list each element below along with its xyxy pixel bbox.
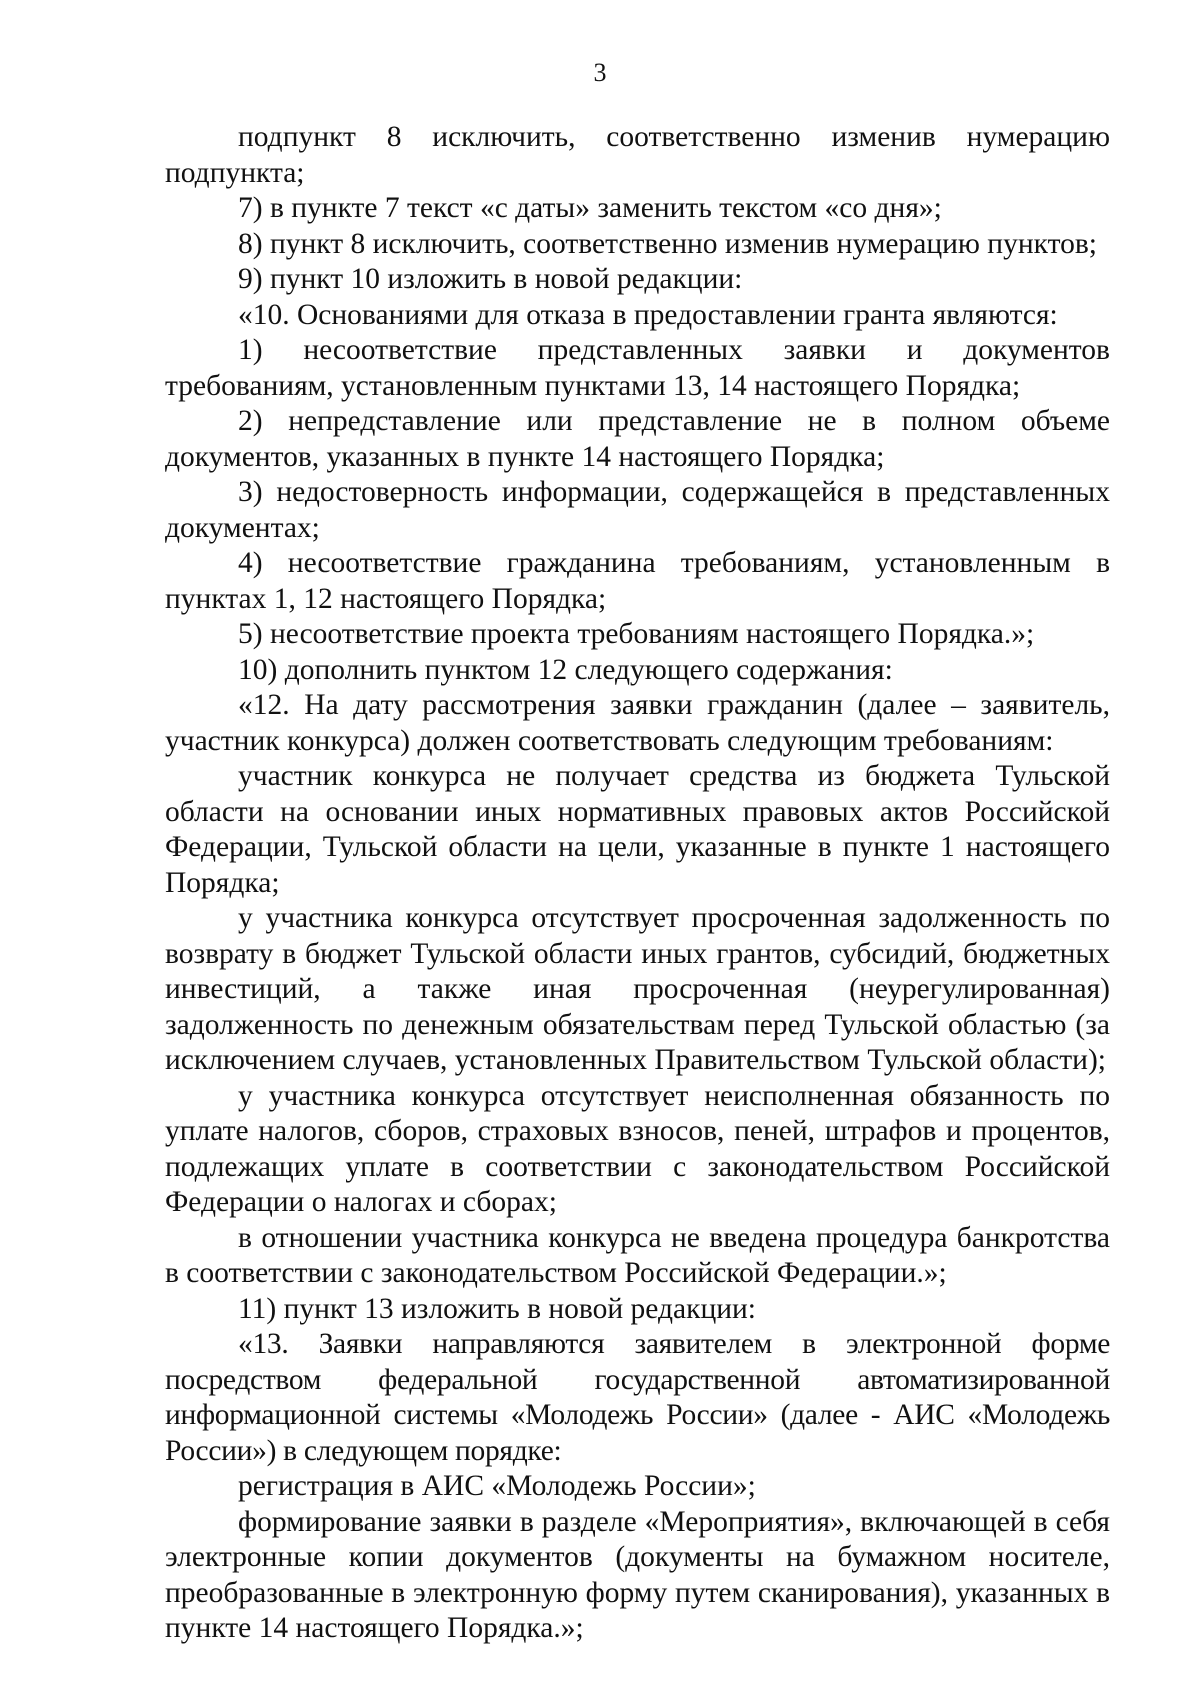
paragraph: 3) недостоверность информации, содержащейся в представленных документах; xyxy=(165,476,1110,544)
paragraph: 9) пункт 10 изложить в новой редакции: xyxy=(238,263,743,295)
page-number: 3 xyxy=(593,58,607,87)
paragraph: 1) несоответствие представленных заявки и документов требованиям, установленным пунктами 13, 14 настоящего Порядка; xyxy=(165,334,1110,402)
paragraph: 10) дополнить пунктом 12 следующего содержания: xyxy=(238,653,893,686)
paragraph: подпункт 8 исключить, соответственно изменив нумерацию подпункта; xyxy=(165,121,1110,189)
paragraph: 5) несоответствие проекта требованиям настоящего Порядка.»; xyxy=(238,618,1035,650)
paragraph: 4) несоответствие гражданина требованиям, установленным в пунктах 1, 12 настоящего Порядка; xyxy=(165,547,1110,615)
paragraph: «12. На дату рассмотрения заявки гражданин (далее – заявитель, участник конкурса) должен соответствовать следующим требованиям: xyxy=(165,689,1110,757)
paragraph: 8) пункт 8 исключить, соответственно изменив нумерацию пунктов; xyxy=(238,227,1097,260)
paragraph: в отношении участника конкурса не введена процедура банкротства в соответствии с законодательством Российской Федерации.»; xyxy=(165,1221,1110,1289)
document-body xyxy=(165,120,1110,1647)
paragraph: 2) непредставление или представление не в полном объеме документов, указанных в пункте 14 настоящего Порядка; xyxy=(165,405,1110,473)
paragraph: у участника конкурса отсутствует неисполненная обязанность по уплате налогов, сборов, страховых взносов, пеней, штрафов и процентов, подлежащих уплате в соответствии с законодательством Российской Федерации о налогах и сборах; xyxy=(165,1079,1110,1218)
paragraph: 11) пункт 13 изложить в новой редакции: xyxy=(238,1292,757,1325)
paragraph: у участника конкурса отсутствует просроченная задолженность по возврату в бюджет Тульской области иных грантов, субсидий, бюджетных инвестиций, а также иная просроченная (неурегулированная) задолженность по денежным обязательствам перед Тульской областью (за исключением случаев, установленных Правительством Тульской области); xyxy=(165,902,1110,1076)
paragraph: «10. Основаниями для отказа в предоставлении гранта являются: xyxy=(238,298,1058,331)
paragraph: «13. Заявки направляются заявителем в электронной форме посредством федеральной государственной автоматизированной информационной системы «Молодежь России» (далее - АИС «Молодежь России») в следующем порядке: xyxy=(165,1328,1110,1467)
paragraph: регистрация в АИС «Молодежь России»; xyxy=(238,1470,756,1502)
paragraph: 7) в пункте 7 текст «с даты» заменить текстом «со дня»; xyxy=(238,192,942,224)
paragraph: формирование заявки в разделе «Мероприятия», включающей в себя электронные копии документов (документы на бумажном носителе, преобразованные в электронную форму путем сканирования), указанных в пункте 14 настоящего Порядка.»; xyxy=(165,1505,1110,1644)
paragraph: участник конкурса не получает средства из бюджета Тульской области на основании иных нормативных правовых актов Российской Федерации, Тульской области на цели, указанные в пункте 1 настоящего Порядка; xyxy=(165,760,1110,899)
